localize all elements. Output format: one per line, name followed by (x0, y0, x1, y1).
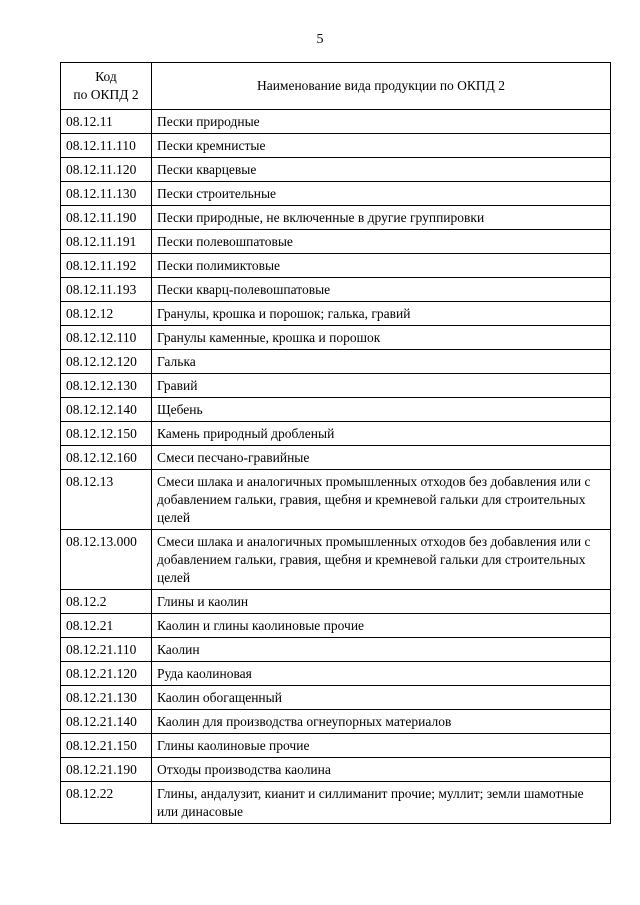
header-code-line2: по ОКПД 2 (73, 87, 139, 102)
table-row (61, 230, 611, 254)
okpd-code: 08.12.21.140 (61, 710, 152, 734)
product-name: Глины, андалузит, кианит и силлиманит прочие; муллит; земли шамотные или динасовые (151, 782, 610, 824)
product-name: Пески природные, не включенные в другие группировки (151, 206, 610, 230)
table-row (61, 686, 611, 710)
product-name: Глины каолиновые прочие (151, 734, 610, 758)
product-name: Каолин и глины каолиновые прочие (151, 614, 610, 638)
table-row (61, 206, 611, 230)
product-name: Гранулы, крошка и порошок; галька, гравий (151, 302, 610, 326)
page-number: 5 (316, 32, 324, 47)
okpd-code: 08.12.11 (61, 110, 152, 134)
product-name: Пески полевошпатовые (151, 230, 610, 254)
table-row (61, 446, 611, 470)
table-row (61, 326, 611, 350)
okpd-code: 08.12.13 (61, 470, 152, 530)
okpd-table (60, 62, 611, 824)
okpd-code: 08.12.2 (61, 590, 152, 614)
product-name: Глины и каолин (151, 590, 610, 614)
okpd-code: 08.12.21.190 (61, 758, 152, 782)
okpd-code: 08.12.21.120 (61, 662, 152, 686)
okpd-code: 08.12.12 (61, 302, 152, 326)
table-row (61, 110, 611, 134)
okpd-code: 08.12.12.150 (61, 422, 152, 446)
product-name: Смеси песчано-гравийные (151, 446, 610, 470)
product-name: Гранулы каменные, крошка и порошок (151, 326, 610, 350)
okpd-code: 08.12.11.191 (61, 230, 152, 254)
table-row (61, 662, 611, 686)
product-name: Каолин для производства огнеупорных материалов (151, 710, 610, 734)
okpd-code: 08.12.21 (61, 614, 152, 638)
okpd-code: 08.12.11.130 (61, 182, 152, 206)
table-row (61, 134, 611, 158)
product-name: Щебень (151, 398, 610, 422)
table-row (61, 530, 611, 590)
table-row (61, 782, 611, 824)
product-name: Смеси шлака и аналогичных промышленных отходов без добавления или с добавлением гальки, гравия, щебня и кремневой гальки для строительных целей (151, 530, 610, 590)
product-name: Пески кварц-полевошпатовые (151, 278, 610, 302)
okpd-code: 08.12.21.150 (61, 734, 152, 758)
table-row (61, 422, 611, 446)
table-body (61, 110, 611, 824)
table-row (61, 734, 611, 758)
table-row (61, 350, 611, 374)
product-name: Каолин обогащенный (151, 686, 610, 710)
okpd-code: 08.12.12.110 (61, 326, 152, 350)
table-row (61, 614, 611, 638)
table-row (61, 302, 611, 326)
okpd-code: 08.12.12.160 (61, 446, 152, 470)
product-name: Пески строительные (151, 182, 610, 206)
okpd-code: 08.12.11.120 (61, 158, 152, 182)
table-row (61, 278, 611, 302)
table-row (61, 638, 611, 662)
okpd-code: 08.12.12.120 (61, 350, 152, 374)
product-name: Галька (151, 350, 610, 374)
header-code-line1: Код (95, 69, 117, 84)
okpd-code: 08.12.22 (61, 782, 152, 824)
table-row (61, 470, 611, 530)
okpd-code: 08.12.21.110 (61, 638, 152, 662)
okpd-code: 08.12.21.130 (61, 686, 152, 710)
product-name: Руда каолиновая (151, 662, 610, 686)
product-name: Камень природный дробленый (151, 422, 610, 446)
header-code (61, 63, 152, 110)
okpd-code: 08.12.11.190 (61, 206, 152, 230)
table-row (61, 182, 611, 206)
okpd-code: 08.12.11.193 (61, 278, 152, 302)
product-name: Отходы производства каолина (151, 758, 610, 782)
table-row (61, 374, 611, 398)
product-name: Пески полимиктовые (151, 254, 610, 278)
okpd-code: 08.12.12.140 (61, 398, 152, 422)
product-name: Каолин (151, 638, 610, 662)
product-name: Пески природные (151, 110, 610, 134)
table-row (61, 590, 611, 614)
header-name: Наименование вида продукции по ОКПД 2 (151, 63, 610, 110)
table-row (61, 710, 611, 734)
okpd-code: 08.12.12.130 (61, 374, 152, 398)
product-name: Пески кварцевые (151, 158, 610, 182)
okpd-code: 08.12.13.000 (61, 530, 152, 590)
product-name: Пески кремнистые (151, 134, 610, 158)
okpd-code: 08.12.11.110 (61, 134, 152, 158)
table-row (61, 158, 611, 182)
table-row (61, 758, 611, 782)
table-row (61, 398, 611, 422)
table-row (61, 254, 611, 278)
table-header-row (61, 63, 611, 110)
product-name: Смеси шлака и аналогичных промышленных отходов без добавления или с добавлением гальки, гравия, щебня и кремневой гальки для строительных целей (151, 470, 610, 530)
product-name: Гравий (151, 374, 610, 398)
okpd-code: 08.12.11.192 (61, 254, 152, 278)
